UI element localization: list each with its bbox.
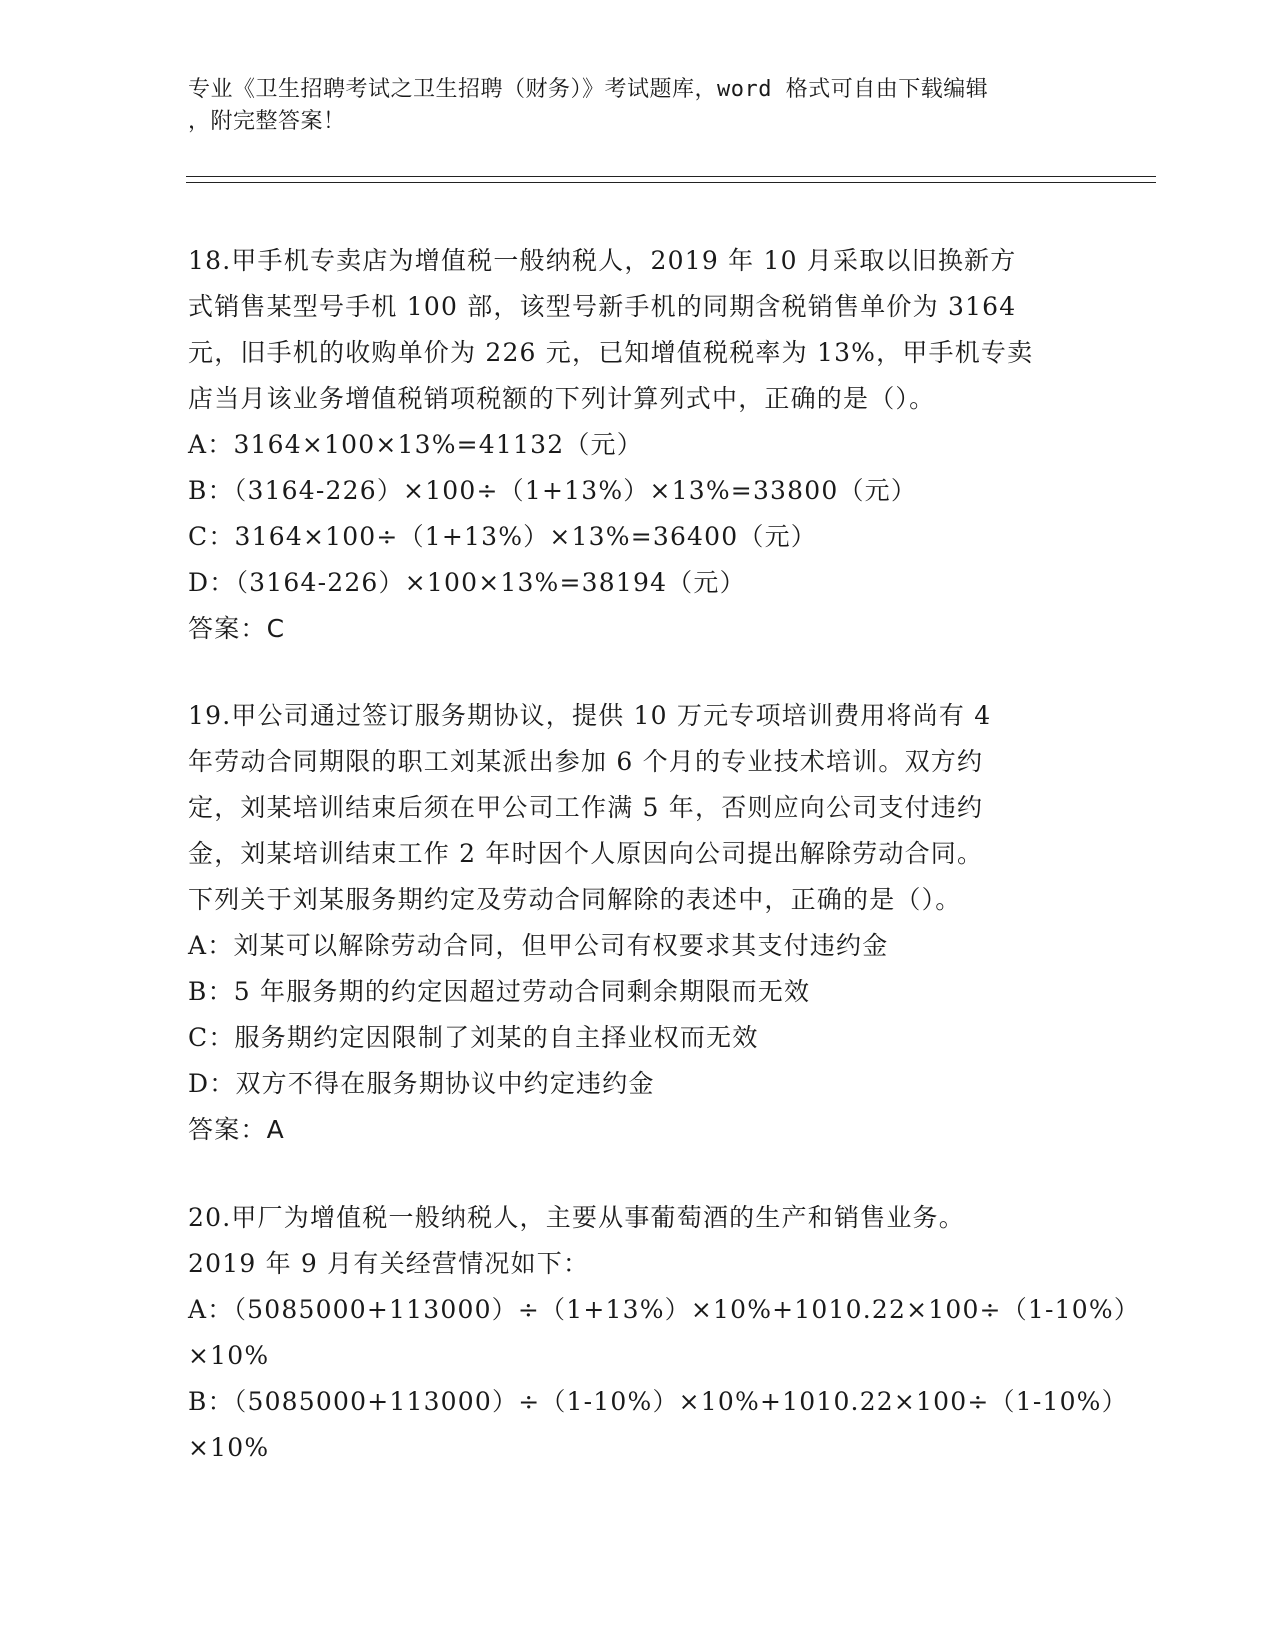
option-a: A：（5085000+113000）÷（1+13%）×10%+1010.22×100÷（1-10%）	[188, 1295, 1141, 1324]
header-line-2: ，附完整答案！	[188, 109, 346, 134]
question-stem-line: 19.甲公司通过签订服务期协议，提供 10 万元专项培训费用将尚有 4	[188, 701, 992, 730]
option-a-continued: ×10%	[188, 1341, 270, 1370]
question-18	[188, 238, 1088, 652]
question-stem-line: 店当月该业务增值税销项税额的下列计算列式中，正确的是（）。	[188, 384, 936, 413]
answer-label: 答案：A	[188, 1115, 285, 1144]
question-19	[188, 693, 1088, 1153]
question-stem-line: 式销售某型号手机 100 部，该型号新手机的同期含税销售单价为 3164	[188, 292, 1017, 321]
header-divider	[186, 176, 1156, 183]
header-line-1: 专业《卫生招聘考试之卫生招聘（财务）》考试题库，word 格式可自由下载编辑	[188, 77, 989, 102]
option-c: C：3164×100÷（1+13%）×13%=36400（元）	[188, 522, 817, 551]
option-d: D：（3164-226）×100×13%=38194（元）	[188, 568, 746, 597]
option-c: C：服务期约定因限制了刘某的自主择业权而无效	[188, 1023, 759, 1052]
question-stem-line: 2019 年 9 月有关经营情况如下：	[188, 1249, 590, 1278]
document-header	[188, 74, 1068, 138]
option-d: D：双方不得在服务期协议中约定违约金	[188, 1069, 655, 1098]
question-stem-line: 定，刘某培训结束后须在甲公司工作满 5 年，否则应向公司支付违约	[188, 793, 984, 822]
option-b: B：（5085000+113000）÷（1-10%）×10%+1010.22×100÷（1-10%）	[188, 1387, 1128, 1416]
question-stem-line: 金，刘某培训结束工作 2 年时因个人原因向公司提出解除劳动合同。	[188, 839, 984, 868]
question-stem-line: 18.甲手机专卖店为增值税一般纳税人，2019 年 10 月采取以旧换新方	[188, 246, 1017, 275]
answer-label: 答案：C	[188, 614, 286, 643]
option-a: A：刘某可以解除劳动合同，但甲公司有权要求其支付违约金	[188, 931, 889, 960]
question-stem-line: 20.甲厂为增值税一般纳税人，主要从事葡萄酒的生产和销售业务。	[188, 1203, 965, 1232]
option-b: B：（3164-226）×100÷（1+13%）×13%=33800（元）	[188, 476, 918, 505]
question-stem-line: 年劳动合同期限的职工刘某派出参加 6 个月的专业技术培训。双方约	[188, 747, 984, 776]
question-20	[188, 1195, 1141, 1471]
option-b: B：5 年服务期的约定因超过劳动合同剩余期限而无效	[188, 977, 811, 1006]
question-stem-line: 下列关于刘某服务期约定及劳动合同解除的表述中，正确的是（）。	[188, 885, 962, 914]
question-stem-line: 元，旧手机的收购单价为 226 元，已知增值税税率为 13%，甲手机专卖	[188, 338, 1034, 367]
option-a: A：3164×100×13%=41132（元）	[188, 430, 643, 459]
option-b-continued: ×10%	[188, 1433, 270, 1462]
